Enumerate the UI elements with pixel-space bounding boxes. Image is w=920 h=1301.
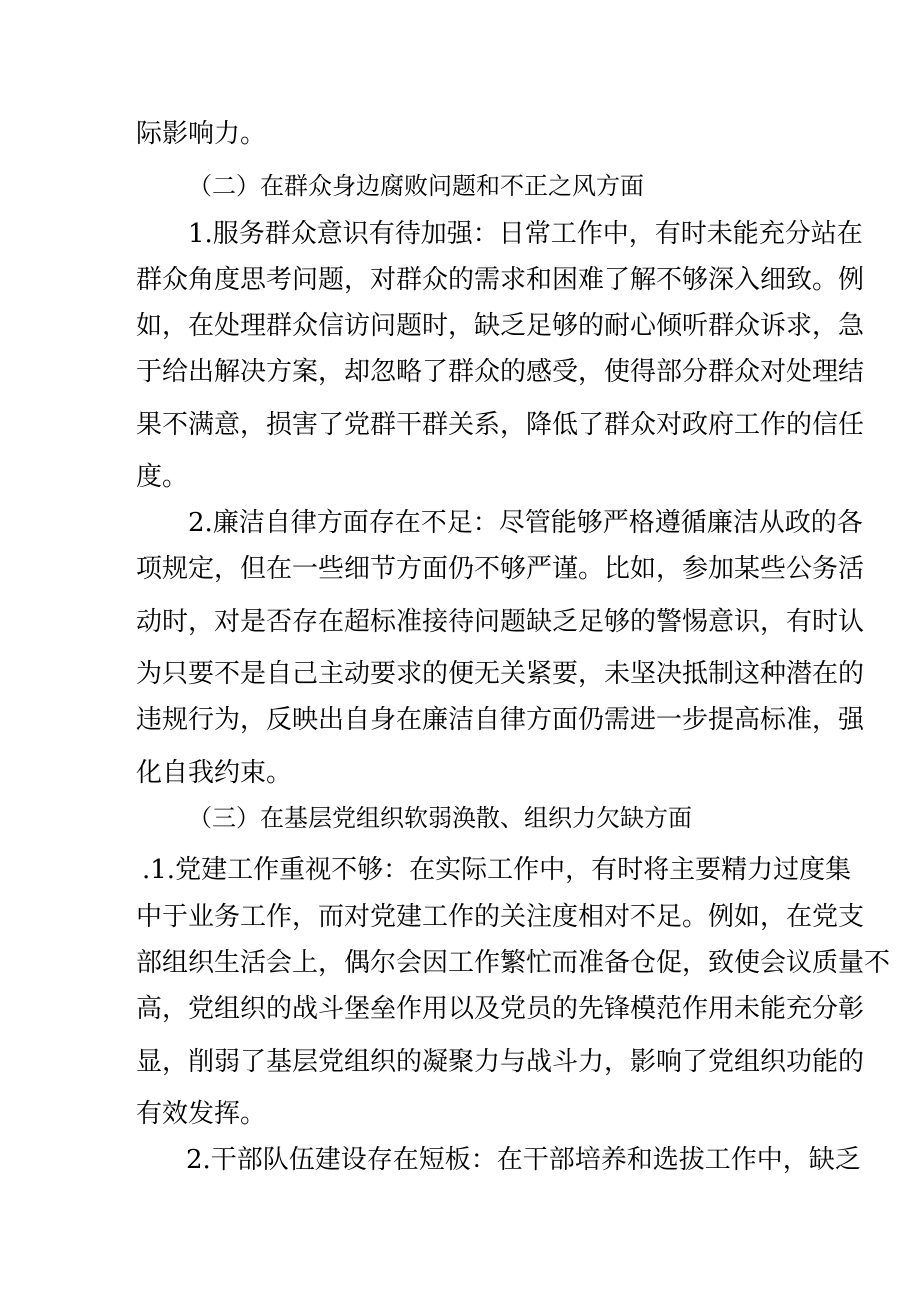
paragraph-line: 为只要不是自己主动要求的便无关紧要，未坚决抵制这种潜在的	[136, 659, 865, 689]
paragraph-line: 如，在处理群众信访问题时，缺乏足够的耐心倾听群众诉求，急	[136, 311, 865, 341]
paragraph-line: 于给出解决方案，却忽略了群众的感受，使得部分群众对处理结	[136, 357, 865, 387]
paragraph-line: 2.廉洁自律方面存在不足：尽管能够严格遵循廉洁从政的各	[188, 508, 863, 538]
paragraph-line: 2.干部队伍建设存在短板：在干部培养和选拔工作中，缺乏	[186, 1145, 861, 1175]
paragraph-line: 果不满意，损害了党群干群关系，降低了群众对政府工作的信任	[136, 410, 865, 440]
paragraph-line: 化自我约束。	[136, 758, 293, 788]
paragraph-line: 中于业务工作，而对党建工作的关注度相对不足。例如，在党支	[136, 902, 865, 932]
paragraph-line: 际影响力。	[136, 119, 267, 149]
section-heading: （二）在群众身边腐败问题和不正之风方面	[188, 172, 644, 200]
paragraph-line: 部组织生活会上，偶尔会因工作繁忙而准备仓促，致使会议质量不	[136, 948, 891, 978]
paragraph-line: 1.服务群众意识有待加强：日常工作中，有时未能充分站在	[188, 219, 863, 249]
paragraph-line: 度。	[136, 462, 189, 492]
paragraph-line: 有效发挥。	[136, 1099, 267, 1129]
paragraph-line: 违规行为，反映出自身在廉洁自律方面仍需进一步提高标准，强	[136, 705, 865, 735]
paragraph-line: 高，党组织的战斗堡垒作用以及党员的先锋模范作用未能充分彰	[136, 994, 865, 1024]
section-heading: （三）在基层党组织软弱涣散、组织力欠缺方面	[188, 804, 692, 832]
paragraph-line: 动时，对是否存在超标准接待问题缺乏足够的警惕意识，有时认	[136, 607, 865, 637]
paragraph-line: 显，削弱了基层党组织的凝聚力与战斗力，影响了党组织功能的	[136, 1047, 865, 1077]
paragraph-line: 群众角度思考问题，对群众的需求和困难了解不够深入细致。例	[136, 265, 865, 295]
paragraph-line: .1.党建工作重视不够：在实际工作中，有时将主要精力过度集	[142, 855, 852, 885]
paragraph-line: 项规定，但在一些细节方面仍不够严谨。比如，参加某些公务活	[136, 554, 865, 584]
